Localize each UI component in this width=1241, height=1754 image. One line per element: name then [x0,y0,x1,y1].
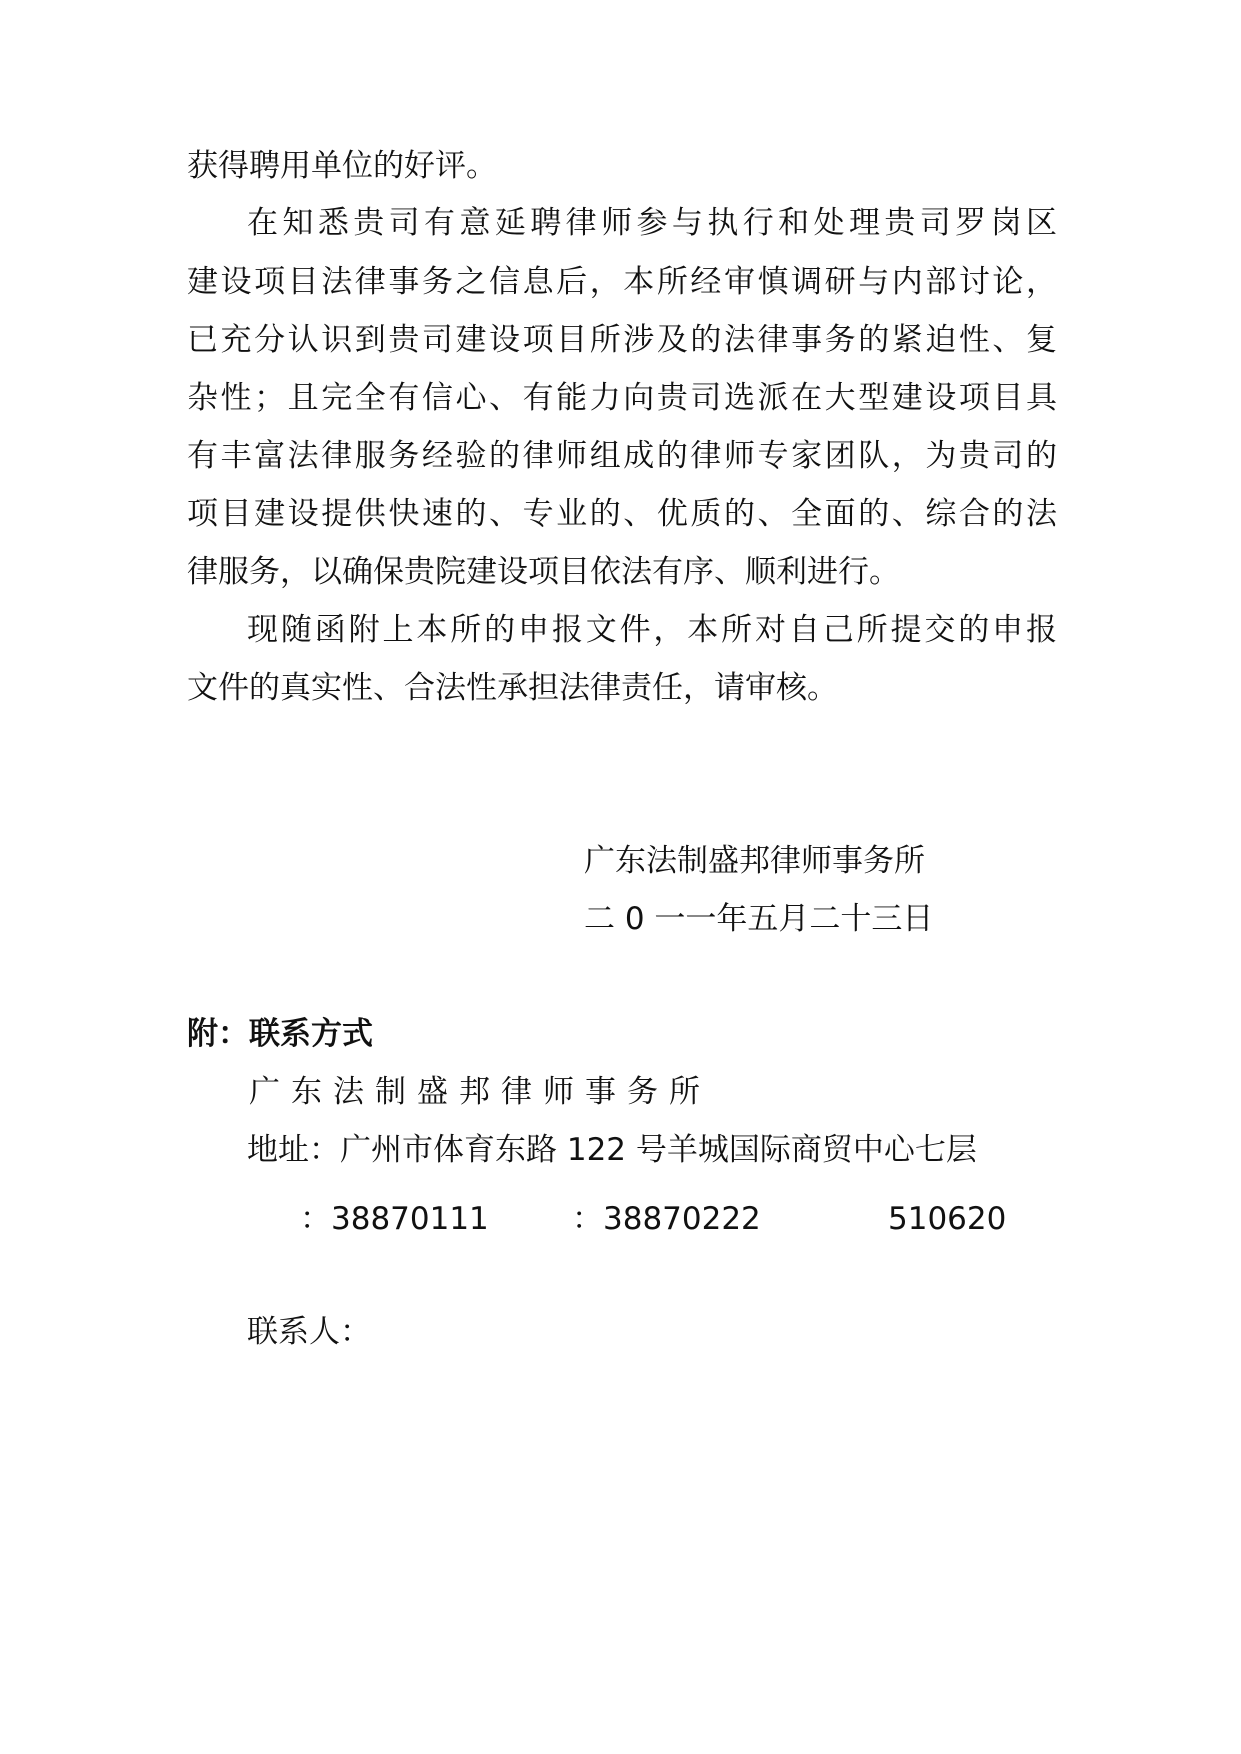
appendix-contact-person: 联系人： [247,1314,371,1350]
appendix-heading: 附：联系方式 [187,1016,373,1052]
appendix-phone: ：38870111 [300,1201,489,1237]
paragraph-line: 文件的真实性、合法性承担法律责任，请审核。 [187,670,838,706]
paragraph-line: 已充分认识到贵司建设项目所涉及的法律事务的紧迫性、复 [187,322,1057,358]
appendix-postcode: 510620 [888,1201,1007,1237]
paragraph-line: 建设项目法律事务之信息后，本所经审慎调研与内部讨论， [187,264,1057,300]
signature-firm: 广东法制盛邦律师事务所 [584,843,925,879]
paragraph-line: 项目建设提供快速的、专业的、优质的、全面的、综合的法 [187,496,1057,532]
appendix-firm-name: 广东法制盛邦律师事务所 [249,1074,711,1110]
paragraph-line: 现随函附上本所的申报文件，本所对自己所提交的申报 [247,612,1057,648]
appendix-address: 地址：广州市体育东路 122 号羊城国际商贸中心七层 [247,1132,977,1168]
paragraph-line: 获得聘用单位的好评。 [187,148,497,184]
paragraph-line: 有丰富法律服务经验的律师组成的律师专家团队，为贵司的 [187,438,1057,474]
paragraph-line: 杂性；且完全有信心、有能力向贵司选派在大型建设项目具 [187,380,1057,416]
signature-date: 二 0 一一年五月二十三日 [584,901,934,937]
paragraph-line: 在知悉贵司有意延聘律师参与执行和处理贵司罗岗区 [247,205,1057,241]
appendix-fax: ：38870222 [572,1201,761,1237]
paragraph-line: 律服务，以确保贵院建设项目依法有序、顺利进行。 [187,554,900,590]
